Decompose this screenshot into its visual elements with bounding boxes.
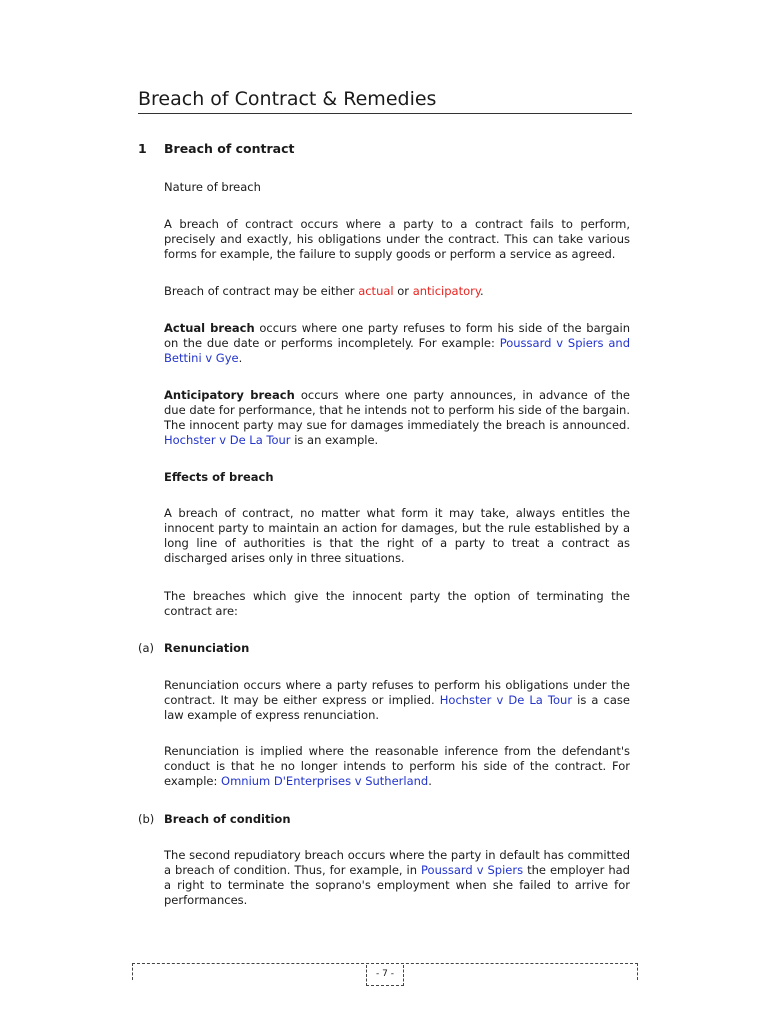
actual-breach-text: occurs where one party refuses to form his side of the bargain on the due date or performs incompletely. For example: [164, 321, 630, 350]
implied-renunciation-text: Renunciation is implied where the reasonable inference from the defendant's conduct is that he no longer intends to perform his side of the contract. For example: [164, 744, 630, 788]
implied-renunciation-end: . [428, 774, 432, 788]
nature-heading: Nature of breach [164, 180, 261, 194]
types-intro: Breach of contract may be either [164, 284, 359, 298]
condition-text: The second repudiatory breach occurs where the party in default has committed a breach of condition. Thus, for example, in [164, 848, 630, 877]
case-link-omnium[interactable]: Omnium D'Enterprises v Sutherland [221, 774, 429, 788]
paragraph-breach-of-condition [164, 848, 630, 908]
item-a-label: (a) [138, 641, 155, 655]
case-link-hochster-2[interactable]: Hochster v De La Tour [439, 693, 573, 707]
anticipatory-breach-end: is an example. [290, 433, 379, 447]
item-b-heading: Breach of condition [164, 812, 291, 826]
section-title: Breach of contract [164, 141, 295, 156]
paragraph-renunciation [164, 678, 630, 723]
item-b-label: (b) [138, 812, 155, 826]
anticipatory-link[interactable]: anticipatory [412, 284, 481, 298]
case-link-poussard[interactable]: Poussard v Spiers [421, 863, 524, 877]
paragraph-implied-renunciation [164, 744, 630, 789]
types-or: or [393, 284, 413, 298]
actual-breach-term: Actual breach [164, 321, 255, 335]
item-a-heading: Renunciation [164, 641, 250, 655]
paragraph-anticipatory-breach [164, 388, 630, 448]
renunciation-text: Renunciation occurs where a party refuses to perform his obligations under the contract. It may be either express or implied. [164, 678, 630, 707]
anticipatory-breach-term: Anticipatory breach [164, 388, 295, 402]
anticipatory-breach-text: occurs where one party announces, in advance of the due date for performance, that he intends not to perform his side of the bargain. The innocent party may sue for damages immediately the breach is announced. [164, 388, 630, 432]
paragraph-breach-options: The breaches which give the innocent party the option of terminating the contract are: [164, 589, 630, 618]
types-end: . [480, 284, 484, 298]
paragraph-definition: A breach of contract occurs where a party to a contract fails to perform, precisely and exactly, his obligations under the contract. This can take various forms for example, the failure to supply goods or perform a service as agreed. [164, 217, 630, 261]
document-title: Breach of Contract & Remedies [138, 88, 632, 114]
page-number: - 7 - [366, 965, 404, 986]
actual-link[interactable]: actual [358, 284, 394, 298]
paragraph-types [164, 284, 630, 299]
case-link-hochster[interactable]: Hochster v De La Tour [164, 433, 291, 447]
condition-end: the employer had a right to terminate the soprano's employment when she failed to arrive for performances. [164, 863, 630, 907]
paragraph-actual-breach [164, 321, 630, 366]
paragraph-effects: A breach of contract, no matter what form it may take, always entitles the innocent party to maintain an action for damages, but the rule established by a long line of authorities is that the right of a party to treat a contract as discharged arises only in three situations. [164, 506, 630, 565]
case-link-poussard-bettini[interactable]: Poussard v Spiers and Bettini v Gye [164, 336, 630, 365]
actual-breach-end: . [238, 351, 243, 365]
renunciation-end: is a case law example of express renunciation. [164, 693, 630, 722]
effects-heading: Effects of breach [164, 470, 274, 484]
section-number: 1 [138, 141, 147, 156]
